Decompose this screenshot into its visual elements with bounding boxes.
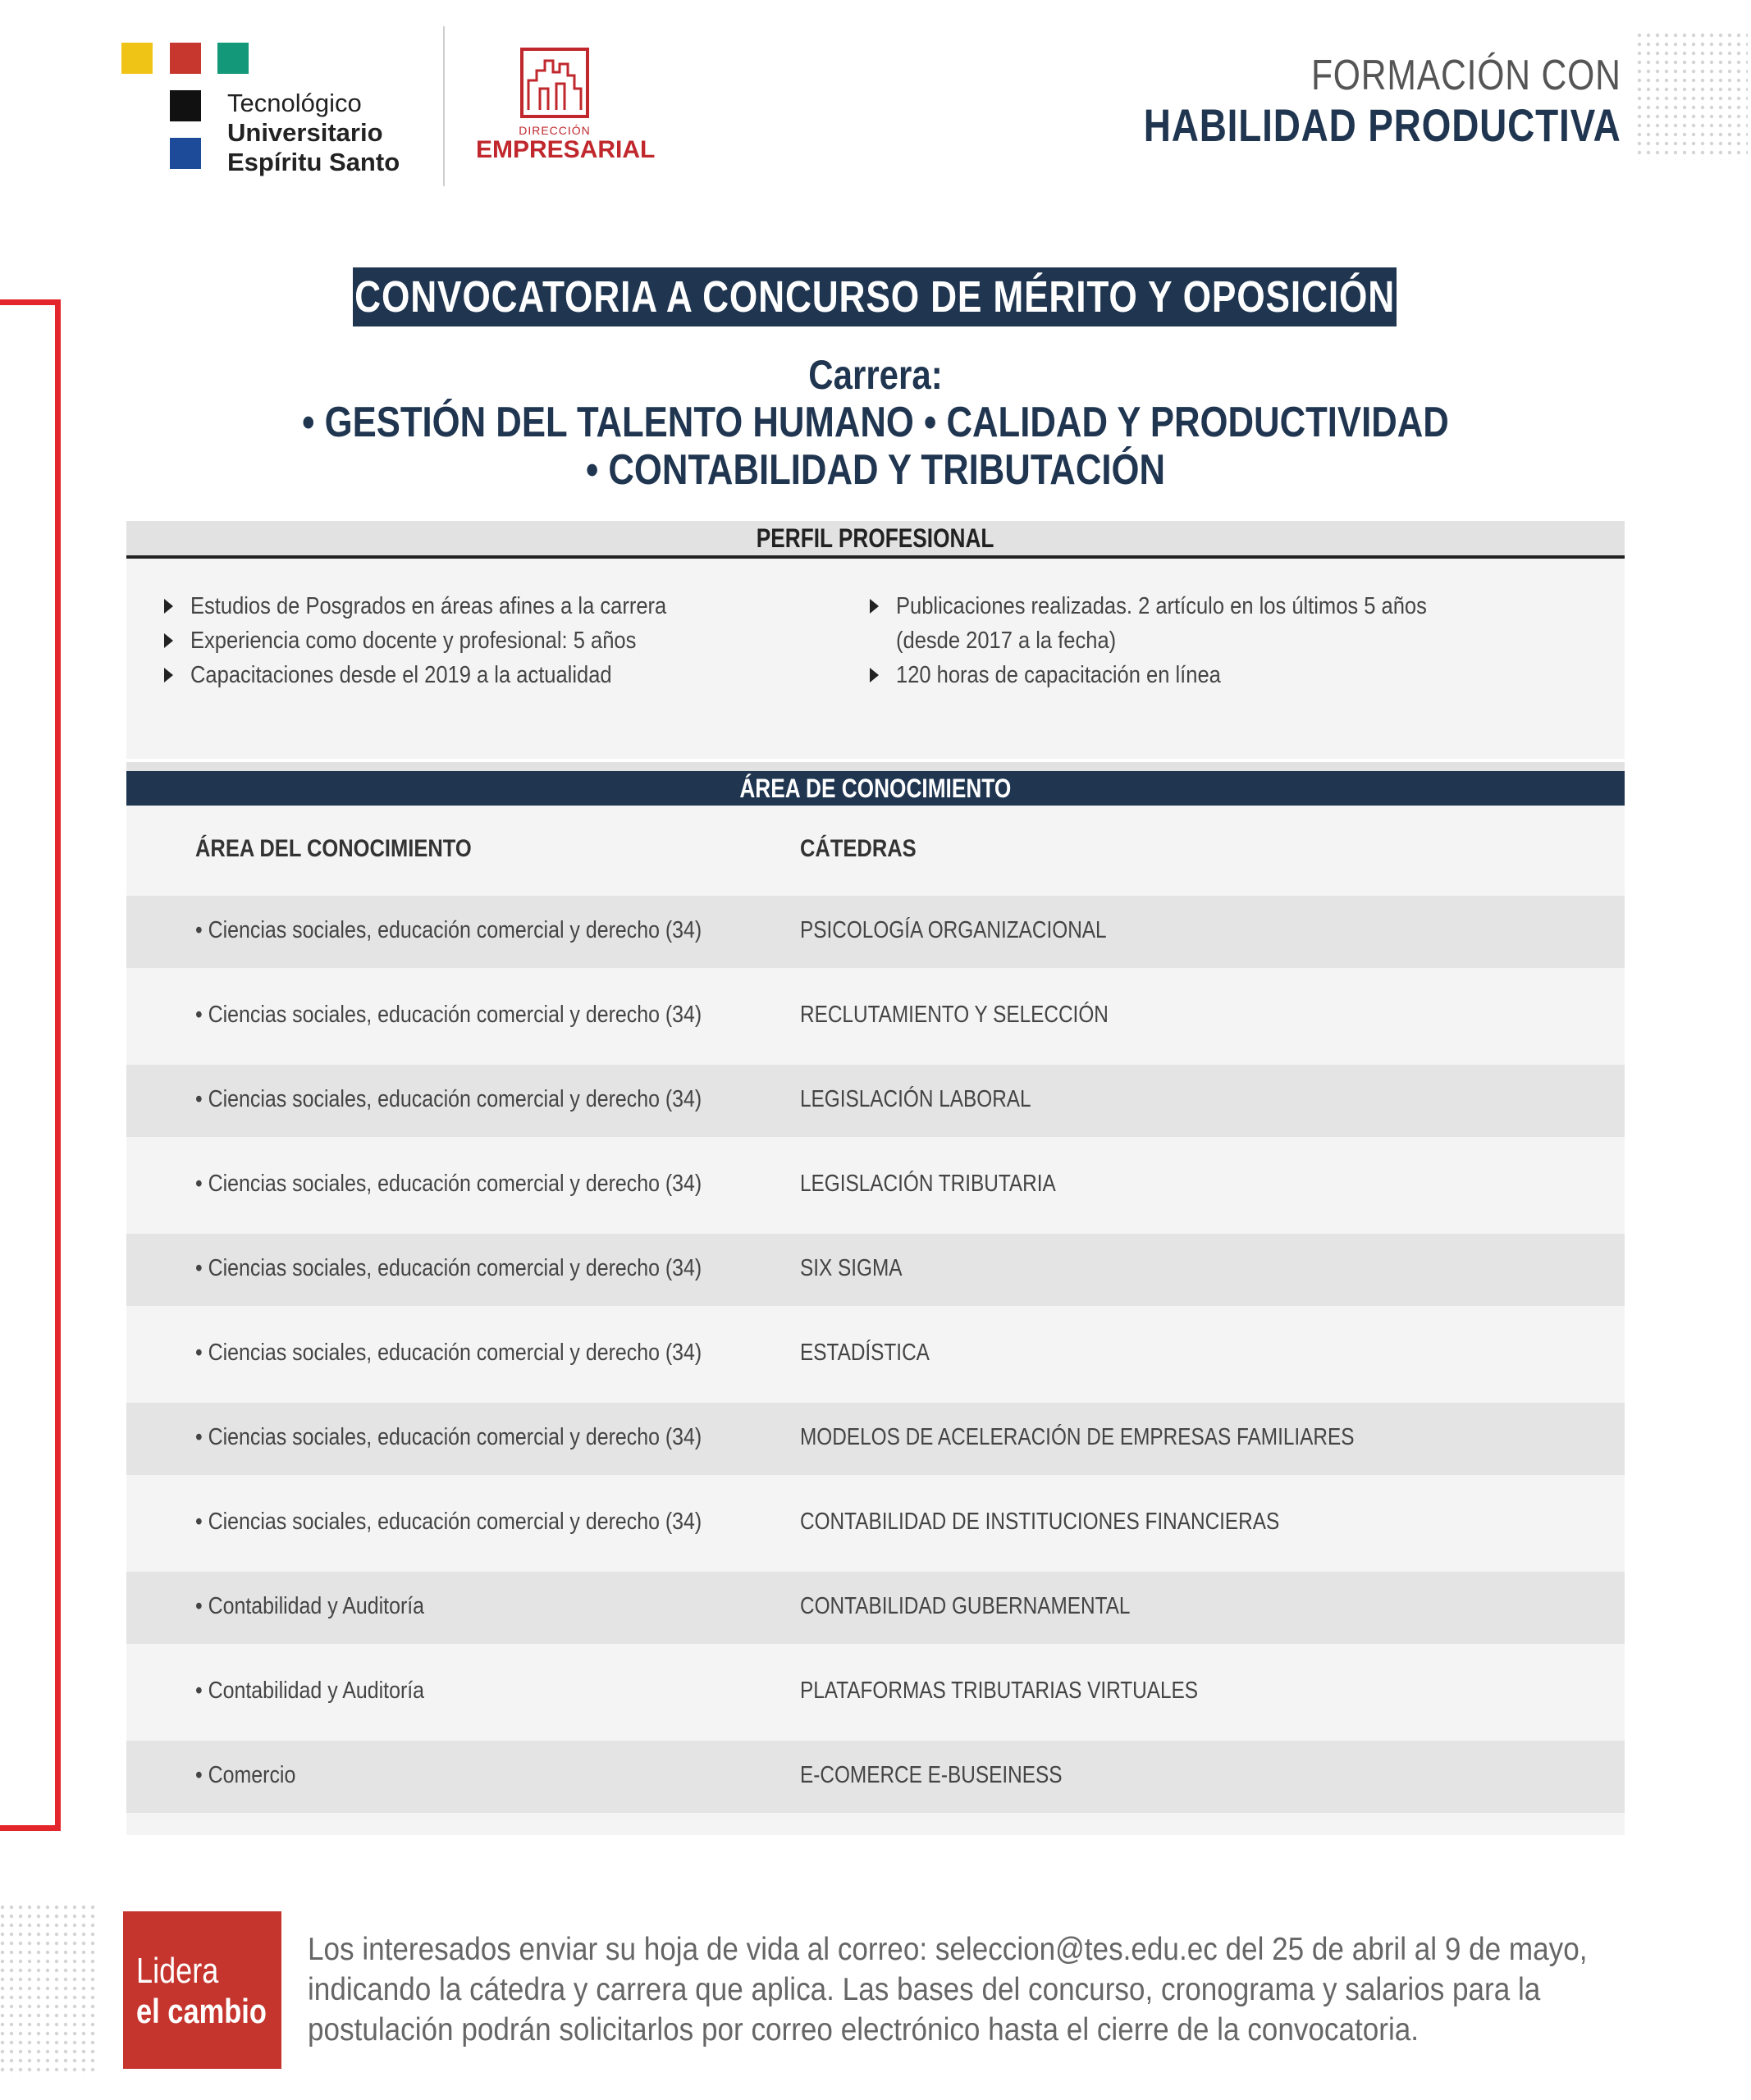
row-catedra: SIX SIGMA [800, 1255, 903, 1281]
table-row [126, 1234, 1625, 1306]
dept-big-label: EMPRESARIAL [476, 136, 656, 163]
row-area: • Ciencias sociales, educación comercial y derecho (34) [195, 1509, 702, 1536]
career-line-2: • GESTIÓN DEL TALENTO HUMANO • CALIDAD Y PRODUCTIVIDAD [302, 399, 1449, 446]
row-catedra: RECLUTAMIENTO Y SELECCIÓN [800, 1002, 1109, 1028]
table-row [126, 1403, 1625, 1475]
row-area: • Ciencias sociales, educación comercial y derecho (34) [195, 1086, 702, 1113]
row-area: • Ciencias sociales, educación comercial y derecho (34) [195, 1340, 702, 1367]
institution-line2: Universitario [227, 118, 383, 147]
perfil-heading: PERFIL PROFESIONAL [757, 523, 994, 553]
row-catedra: MODELOS DE ACELERACIÓN DE EMPRESAS FAMILIARES [800, 1424, 1355, 1450]
title-banner [353, 267, 1397, 326]
row-area: • Ciencias sociales, educación comercial y derecho (34) [195, 1255, 702, 1282]
row-area: • Comercio [195, 1762, 295, 1789]
perfil-item: Experiencia como docente y profesional: 5 años [164, 623, 731, 658]
arrow-icon [870, 668, 879, 682]
logo-square-red [170, 43, 201, 74]
row-area: • Contabilidad y Auditoría [195, 1678, 424, 1705]
row-catedra: ESTADÍSTICA [800, 1340, 930, 1366]
perfil-list-right [870, 589, 1499, 692]
area-heading: ÁREA DE CONOCIMIENTO [739, 773, 1012, 803]
slogan-line2: HABILIDAD PRODUCTIVA [1144, 99, 1621, 151]
perfil-item: Estudios de Posgrados en áreas afines a la carrera [164, 589, 731, 623]
arrow-icon [164, 599, 173, 614]
row-catedra: LEGISLACIÓN TRIBUTARIA [800, 1171, 1056, 1197]
table-row [126, 1741, 1625, 1813]
footer-line1: Los interesados enviar su hoja de vida al correo: seleccion@tes.edu.ec del 25 de abril al 9 de mayo, [308, 1932, 1588, 1967]
arrow-icon [164, 668, 173, 682]
arrow-icon [870, 599, 879, 614]
table-row [126, 1149, 1625, 1221]
badge-line1: Lidera [136, 1951, 219, 1991]
dot-pattern-bottom [0, 1905, 100, 2077]
logo-square-black [170, 90, 201, 121]
logo-square-yellow [121, 43, 153, 74]
table-row [126, 1487, 1625, 1559]
row-catedra: CONTABILIDAD GUBERNAMENTAL [800, 1593, 1131, 1619]
career-line-3: • CONTABILIDAD Y TRIBUTACIÓN [585, 446, 1166, 494]
logo-square-blue [170, 138, 201, 169]
column-header-area: ÁREA DEL CONOCIMIENTO [195, 835, 472, 862]
table-row [126, 1318, 1625, 1390]
perfil-heading-bar [126, 521, 1625, 559]
lidera-el-cambio-badge [123, 1911, 281, 2069]
table-row [126, 1572, 1625, 1644]
perfil-item: 120 horas de capacitación en línea [870, 658, 1499, 692]
logo-square-green [217, 43, 249, 74]
row-catedra: CONTABILIDAD DE INSTITUCIONES FINANCIERAS [800, 1509, 1280, 1535]
table-row [126, 980, 1625, 1052]
institution-line1: Tecnológico [227, 89, 362, 117]
row-area: • Ciencias sociales, educación comercial y derecho (34) [195, 1171, 702, 1198]
row-catedra: PSICOLOGÍA ORGANIZACIONAL [800, 917, 1107, 943]
dept-small-label: DIRECCIÓN [519, 124, 591, 137]
footer-line2: indicando la cátedra y carrera que aplica. Las bases del concurso, cronograma y salarios para la [308, 1972, 1541, 2007]
area-top-band [126, 762, 1625, 771]
row-area: • Contabilidad y Auditoría [195, 1593, 424, 1620]
arrow-icon [164, 633, 173, 648]
perfil-item: Publicaciones realizadas. 2 artículo en los últimos 5 años (desde 2017 a la fecha) [870, 589, 1499, 658]
table-row [126, 896, 1625, 968]
row-catedra: LEGISLACIÓN LABORAL [800, 1086, 1031, 1112]
table-row [126, 1656, 1625, 1728]
row-area: • Ciencias sociales, educación comercial y derecho (34) [195, 1002, 702, 1029]
column-header-catedras: CÁTEDRAS [800, 835, 917, 862]
dot-pattern-top [1637, 33, 1748, 160]
red-frame-decoration [0, 299, 61, 1831]
footer-line3: postulación podrán solicitarlos por correo electrónico hasta el cierre de la convocatoria. [308, 2012, 1420, 2048]
area-heading-bar [126, 771, 1625, 806]
row-area: • Ciencias sociales, educación comercial y derecho (34) [195, 917, 702, 944]
slogan-line1: FORMACIÓN CON [1311, 52, 1621, 99]
institution-line3: Espíritu Santo [227, 148, 400, 176]
header-divider [443, 26, 445, 186]
career-label: Carrera: [808, 352, 943, 398]
badge-line2: el cambio [136, 1992, 267, 2030]
table-row [126, 1065, 1625, 1137]
perfil-item: Capacitaciones desde el 2019 a la actualidad [164, 658, 731, 692]
row-catedra: PLATAFORMAS TRIBUTARIAS VIRTUALES [800, 1678, 1199, 1704]
building-icon [520, 48, 589, 118]
row-area: • Ciencias sociales, educación comercial y derecho (34) [195, 1424, 702, 1451]
row-catedra: E-COMERCE E-BUSEINESS [800, 1762, 1063, 1788]
footer-instructions [308, 1929, 1653, 2050]
perfil-list-left [164, 589, 731, 692]
institution-name [227, 89, 400, 177]
page-title: CONVOCATORIA A CONCURSO DE MÉRITO Y OPOSICIÓN [354, 272, 1395, 322]
career-block [0, 351, 1751, 494]
